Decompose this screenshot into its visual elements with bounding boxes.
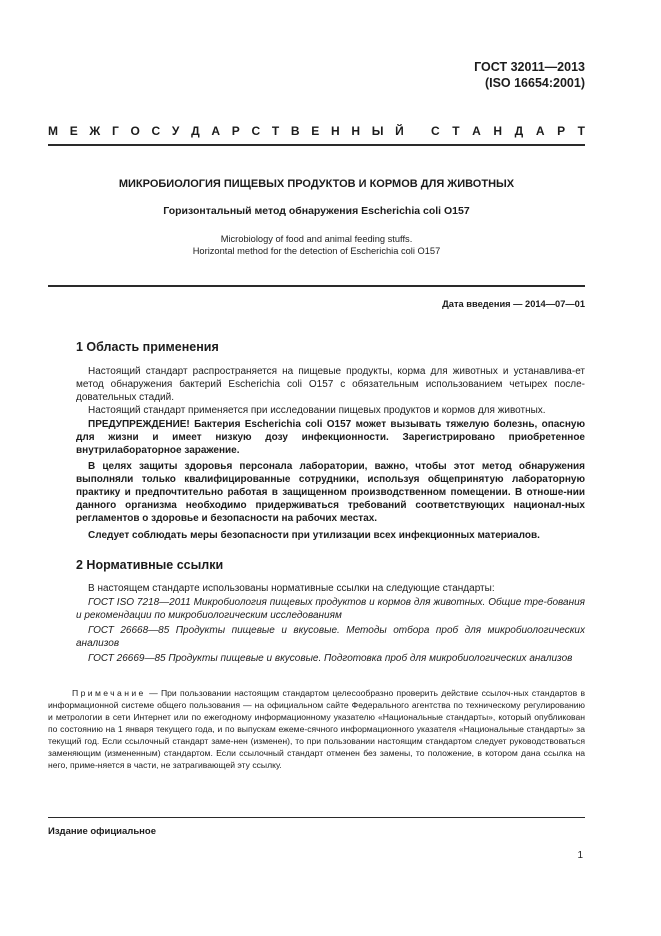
section2-paragraph1: В настоящем стандарте использованы нормативные ссылки на следующие стандарты: <box>88 583 495 594</box>
banner-word-interstate: М Е Ж Г О С У Д А Р С Т В Е Н Н Ы Й <box>48 124 404 138</box>
introduction-date: Дата введения — 2014—07—01 <box>442 299 585 309</box>
document-subtitle: Горизонтальный метод обнаружения Escherichia coli O157 <box>163 205 470 217</box>
section1-heading: 1 Область применения <box>76 340 219 354</box>
official-edition-label: Издание официальное <box>48 826 156 837</box>
footer-rule <box>48 817 585 818</box>
disposal-paragraph: Следует соблюдать меры безопасности при утилизации всех инфекционных материалов. <box>88 530 540 541</box>
interstate-standard-banner <box>48 124 585 140</box>
banner-word-standard: С Т А Н Д А Р Т <box>431 124 585 138</box>
banner-rule <box>48 144 585 146</box>
title-rule <box>48 285 585 287</box>
section1-paragraph2: Настоящий стандарт применяется при исследовании пищевых продуктов и кормов для животных. <box>88 405 546 416</box>
standard-designation <box>474 60 585 91</box>
page-number: 1 <box>577 850 583 861</box>
note-text: — При пользовании настоящим стандартом целесообразно проверить действие ссылоч-ных стандартов в информационной системе общего пользования — на официальном сайте Федерального агентства по техническому регулированию и метрологии в сети Интернет или по ежегодному информационному указателю «Национальные стандарты», который опубликован по состоянию на 1 января текущего года, и по выпускам ежеме-сячного информационного указателя «Национальные стандарты» за текущий год. Если ссылочный стандарт заме-нен (изменен), то при пользовании настоящим стандартом следует руководствоваться заменяющим (измененным) стандартом. Если ссылочный стандарт отменен без замены, то положение, в котором дана ссылка на него, приме-няется в части, не затрагивающей эту ссылку. <box>48 688 586 770</box>
section1-paragraph1: Настоящий стандарт распространяется на пищевые продукты, корма для животных и устанавлива-ет метод обнаружения бактерий Escherichia coli O157 с обязательным использованием четырех после-довательных стадий. <box>76 366 585 403</box>
english-title-line2: Horizontal method for the detection of Escherichia coli O157 <box>192 245 441 256</box>
iso-number: (ISO 16654:2001) <box>484 75 585 90</box>
reference-gost-26668: ГОСТ 26668—85 Продукты пищевые и вкусовые. Методы отбора проб для микробиологических анализов <box>76 625 585 649</box>
document-title: МИКРОБИОЛОГИЯ ПИЩЕВЫХ ПРОДУКТОВ И КОРМОВ ДЛЯ ЖИВОТНЫХ <box>118 178 515 190</box>
reference-gost-26669: ГОСТ 26669—85 Продукты пищевые и вкусовые. Подготовка проб для микробиологических анализов <box>88 653 573 664</box>
english-title <box>48 234 585 257</box>
reference-gost-iso-7218: ГОСТ ISO 7218—2011 Микробиология пищевых продуктов и кормов для животных. Общие тре-бования и рекомендации по микробиологическим исследованиям <box>76 597 585 621</box>
section2-heading: 2 Нормативные ссылки <box>76 558 224 572</box>
note-label: Примечание <box>72 688 146 698</box>
gost-number: ГОСТ 32011—2013 <box>474 60 585 74</box>
note-block <box>48 687 585 771</box>
safety-paragraph: В целях защиты здоровья персонала лаборатории, важно, чтобы этот метод обнаружения выполняли только квалифицированные сотрудники, используя общепринятую лабораторную практику и предпочтительно работая в защищенном производственном помещении. В отноше-нии данного организма необходимо придерживаться требований соответствующих национал-ных регламентов о здоровье и безопасности на рабочих местах. <box>76 461 585 524</box>
english-title-line1: Microbiology of food and animal feeding stuffs. <box>220 234 413 244</box>
warning-paragraph: ПРЕДУПРЕЖДЕНИЕ! Бактерия Escherichia coli O157 может вызывать тяжелую болезнь, опасную для жизни и имеет низкую дозу инфекционности. Зарегистрировано приобретенное внутрилабораторное заражение. <box>76 419 585 456</box>
